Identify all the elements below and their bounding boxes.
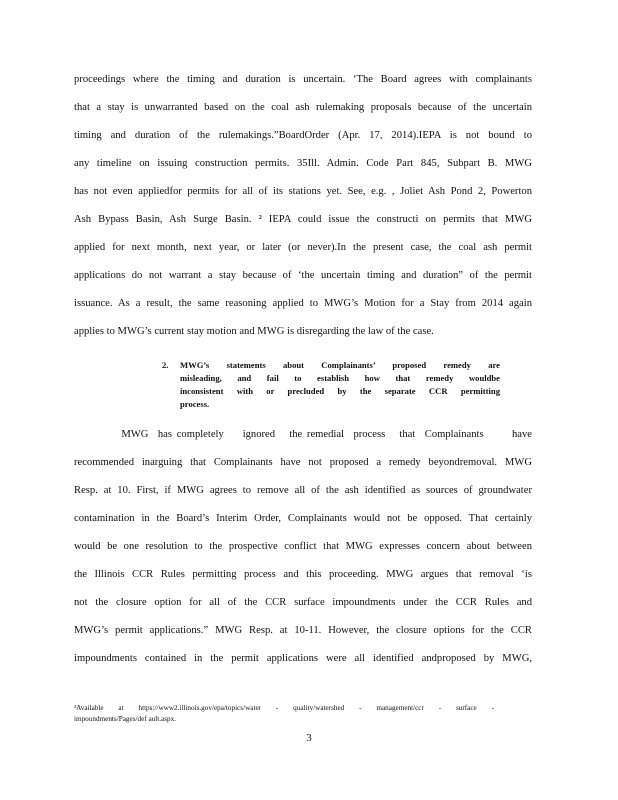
footnote-line: impoundments/Pages/def ault.aspx.	[74, 715, 177, 723]
footnote-line: ²Available at https://www2.illinois.gov/epa/topics/water - quality/watershed - management/ccr - surface -	[74, 704, 494, 712]
section-heading-number: 2.	[162, 360, 169, 370]
para1-line: proceedings where the timing and duration is uncertain. ‘The Board agrees with complainants	[74, 74, 532, 85]
section-heading-line: misleading, and fail to establish how that remedy wouldbe	[180, 373, 500, 383]
para1-line: applications do not warrant a stay because of ‘the uncertain timing and duration” of the permit	[74, 270, 532, 281]
section-heading-line: MWG’s statements about Complainants’ proposed remedy are	[180, 360, 500, 370]
para2-line: contamination in the Board’s Interim Order, Complainants would not be opposed. That certainly	[74, 513, 532, 524]
section-heading-line: inconsistent with or precluded by the separate CCR permitting	[180, 386, 500, 396]
footnote-separator	[74, 690, 194, 691]
section-heading-line: process.	[180, 399, 210, 409]
para1-line: timing and duration of the rulemakings.”BoardOrder (Apr. 17, 2014).IEPA is not bound to	[74, 130, 532, 141]
section-heading	[180, 359, 500, 411]
para2-line: not the closure option for all of the CCR surface impoundments under the CCR Rules and	[74, 597, 532, 608]
para1-line: applied for next month, next year, or later (or never).In the present case, the coal ash permit	[74, 242, 532, 253]
para1-line: has not even appliedfor permits for all of its stations yet. See, e.g. , Joliet Ash Pond 2, Powerton	[74, 186, 532, 197]
para1-line: applies to MWG’s current stay motion and MWG is disregarding the law of the case.	[74, 326, 434, 337]
para2-line: recommended inarguing that Complainants have not proposed a remedy beyondremoval. MWG	[74, 457, 532, 468]
para2-line: the Illinois CCR Rules permitting process and this proceeding. MWG argues that removal ‘is	[74, 569, 532, 580]
para2-line: impoundments contained in the permit applications were all identified andproposed by MWG,	[74, 653, 532, 664]
para1-line: any timeline on issuing construction permits. 35Ill. Admin. Code Part 845, Subpart B. MWG	[74, 158, 532, 169]
para1-line: Ash Bypass Basin, Ash Surge Basin. ² IEPA could issue the constructi on permits that MWG	[74, 214, 532, 225]
para2-line: MWG’s permit applications.” MWG Resp. at 10-11. However, the closure options for the CCR	[74, 625, 532, 636]
para1-line: issuance. As a result, the same reasoning applied to MWG’s Motion for a Stay from 2014 again	[74, 298, 532, 309]
page-number: 3	[306, 733, 312, 744]
para1-line: that a stay is unwarranted based on the coal ash rulemaking proposals because of the uncertain	[74, 102, 532, 113]
para2-line: would be one resolution to the prospective conflict that MWG expresses concern about between	[74, 541, 532, 552]
para2-line: MWG has completely ignored the remedial process that Complainants have	[74, 429, 532, 440]
para2-line: Resp. at 10. First, if MWG agrees to remove all of the ash identified as sources of groundwater	[74, 485, 532, 496]
